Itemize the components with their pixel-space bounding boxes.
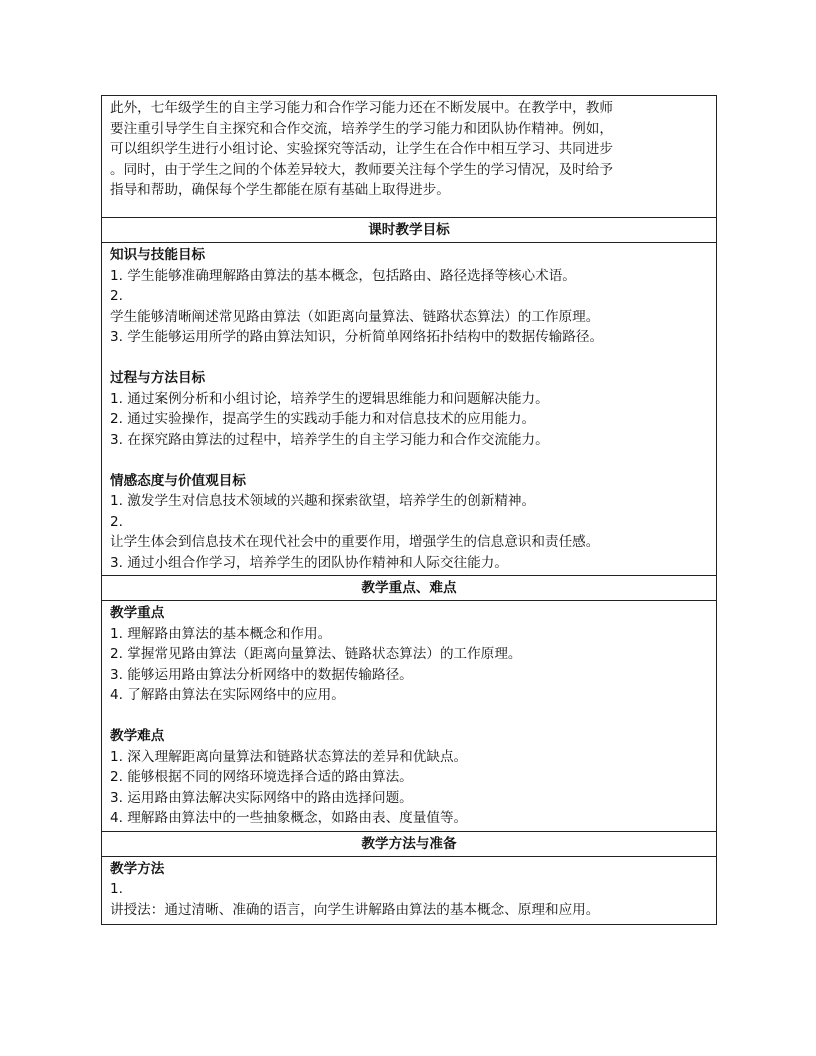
keypoints-header-row [102, 576, 717, 601]
list-item: 3. 学生能够运用所学的路由算法知识，分析简单网络拓扑结构中的数据传输路径。 [110, 329, 604, 345]
list-item: 1. 理解路由算法的基本概念和作用。 [110, 625, 332, 642]
keypoints-cell [102, 601, 717, 832]
goals-header-row [102, 218, 717, 243]
list-item: 1. 深入理解距离向量算法和链路状态算法的差异和优缺点。 [110, 748, 468, 765]
lesson-plan-table [101, 95, 717, 925]
list-item: 1. [110, 881, 123, 897]
list-item: 4. 了解路由算法在实际网络中的应用。 [110, 687, 345, 703]
methods-header-row [102, 831, 717, 856]
section-header-methods: 教学方法与准备 [102, 831, 717, 856]
list-item: 3. 通过小组合作学习，培养学生的团队协作精神和人际交往能力。 [110, 554, 508, 571]
spacer [110, 450, 708, 471]
methods-row [102, 856, 717, 925]
intro-line: 要注重引导学生自主探究和合作交流，培养学生的学习能力和团队协作精神。例如， [110, 120, 613, 137]
list-item: 讲授法：通过清晰、准确的语言，向学生讲解路由算法的基本概念、原理和应用。 [110, 901, 600, 918]
goals-row [102, 243, 717, 576]
intro-line: 指导和帮助，确保每个学生都能在原有基础上取得进步。 [110, 182, 450, 198]
goals-cell [102, 243, 717, 576]
list-item: 4. 理解路由算法中的一些抽象概念，如路由表、度量值等。 [110, 810, 468, 826]
list-item: 2. 能够根据不同的网络环境选择合适的路由算法。 [110, 769, 413, 785]
list-item: 2. [110, 513, 123, 530]
list-item: 3. 运用路由算法解决实际网络中的路由选择问题。 [110, 789, 413, 806]
section-header-goals: 课时教学目标 [102, 218, 717, 243]
difficulty-title: 教学难点 [110, 728, 165, 744]
process-goals-title: 过程与方法目标 [110, 370, 206, 386]
list-item: 1. 通过案例分析和小组讨论，培养学生的逻辑思维能力和问题解决能力。 [110, 390, 549, 407]
list-item: 让学生体会到信息技术在现代社会中的重要作用，增强学生的信息意识和责任感。 [110, 534, 600, 550]
list-item: 3. 在探究路由算法的过程中，培养学生的自主学习能力和合作交流能力。 [110, 431, 549, 448]
spacer [110, 706, 708, 727]
knowledge-goals-title: 知识与技能目标 [110, 247, 206, 263]
focus-title: 教学重点 [110, 605, 165, 621]
keypoints-row [102, 601, 717, 832]
methods-title: 教学方法 [110, 860, 165, 877]
section-header-keypoints: 教学重点、难点 [102, 576, 717, 601]
list-item: 1. 激发学生对信息技术领域的兴趣和探索欲望，培养学生的创新精神。 [110, 493, 536, 509]
spacer [110, 348, 708, 369]
emotion-goals-title: 情感态度与价值观目标 [110, 472, 246, 489]
intro-row [102, 96, 717, 218]
list-item: 1. 学生能够准确理解路由算法的基本概念，包括路由、路径选择等核心术语。 [110, 267, 576, 284]
methods-cell [102, 856, 717, 925]
list-item: 2. 通过实验操作，提高学生的实践动手能力和对信息技术的应用能力。 [110, 411, 536, 427]
list-item: 2. 掌握常见路由算法（距离向量算法、链路状态算法）的工作原理。 [110, 646, 522, 662]
list-item: 3. 能够运用路由算法分析网络中的数据传输路径。 [110, 666, 413, 683]
intro-line: 。同时，由于学生之间的个体差异较大，教师要关注每个学生的学习情况，及时给予 [110, 161, 613, 178]
list-item: 2. [110, 288, 123, 304]
intro-line: 可以组织学生进行小组讨论、实验探究等活动，让学生在合作中相互学习、共同进步 [110, 141, 613, 157]
list-item: 学生能够清晰阐述常见路由算法（如距离向量算法、链路状态算法）的工作原理。 [110, 308, 600, 325]
intro-cell [102, 96, 717, 218]
intro-line: 此外，七年级学生的自主学习能力和合作学习能力还在不断发展中。在教学中，教师 [110, 100, 613, 116]
